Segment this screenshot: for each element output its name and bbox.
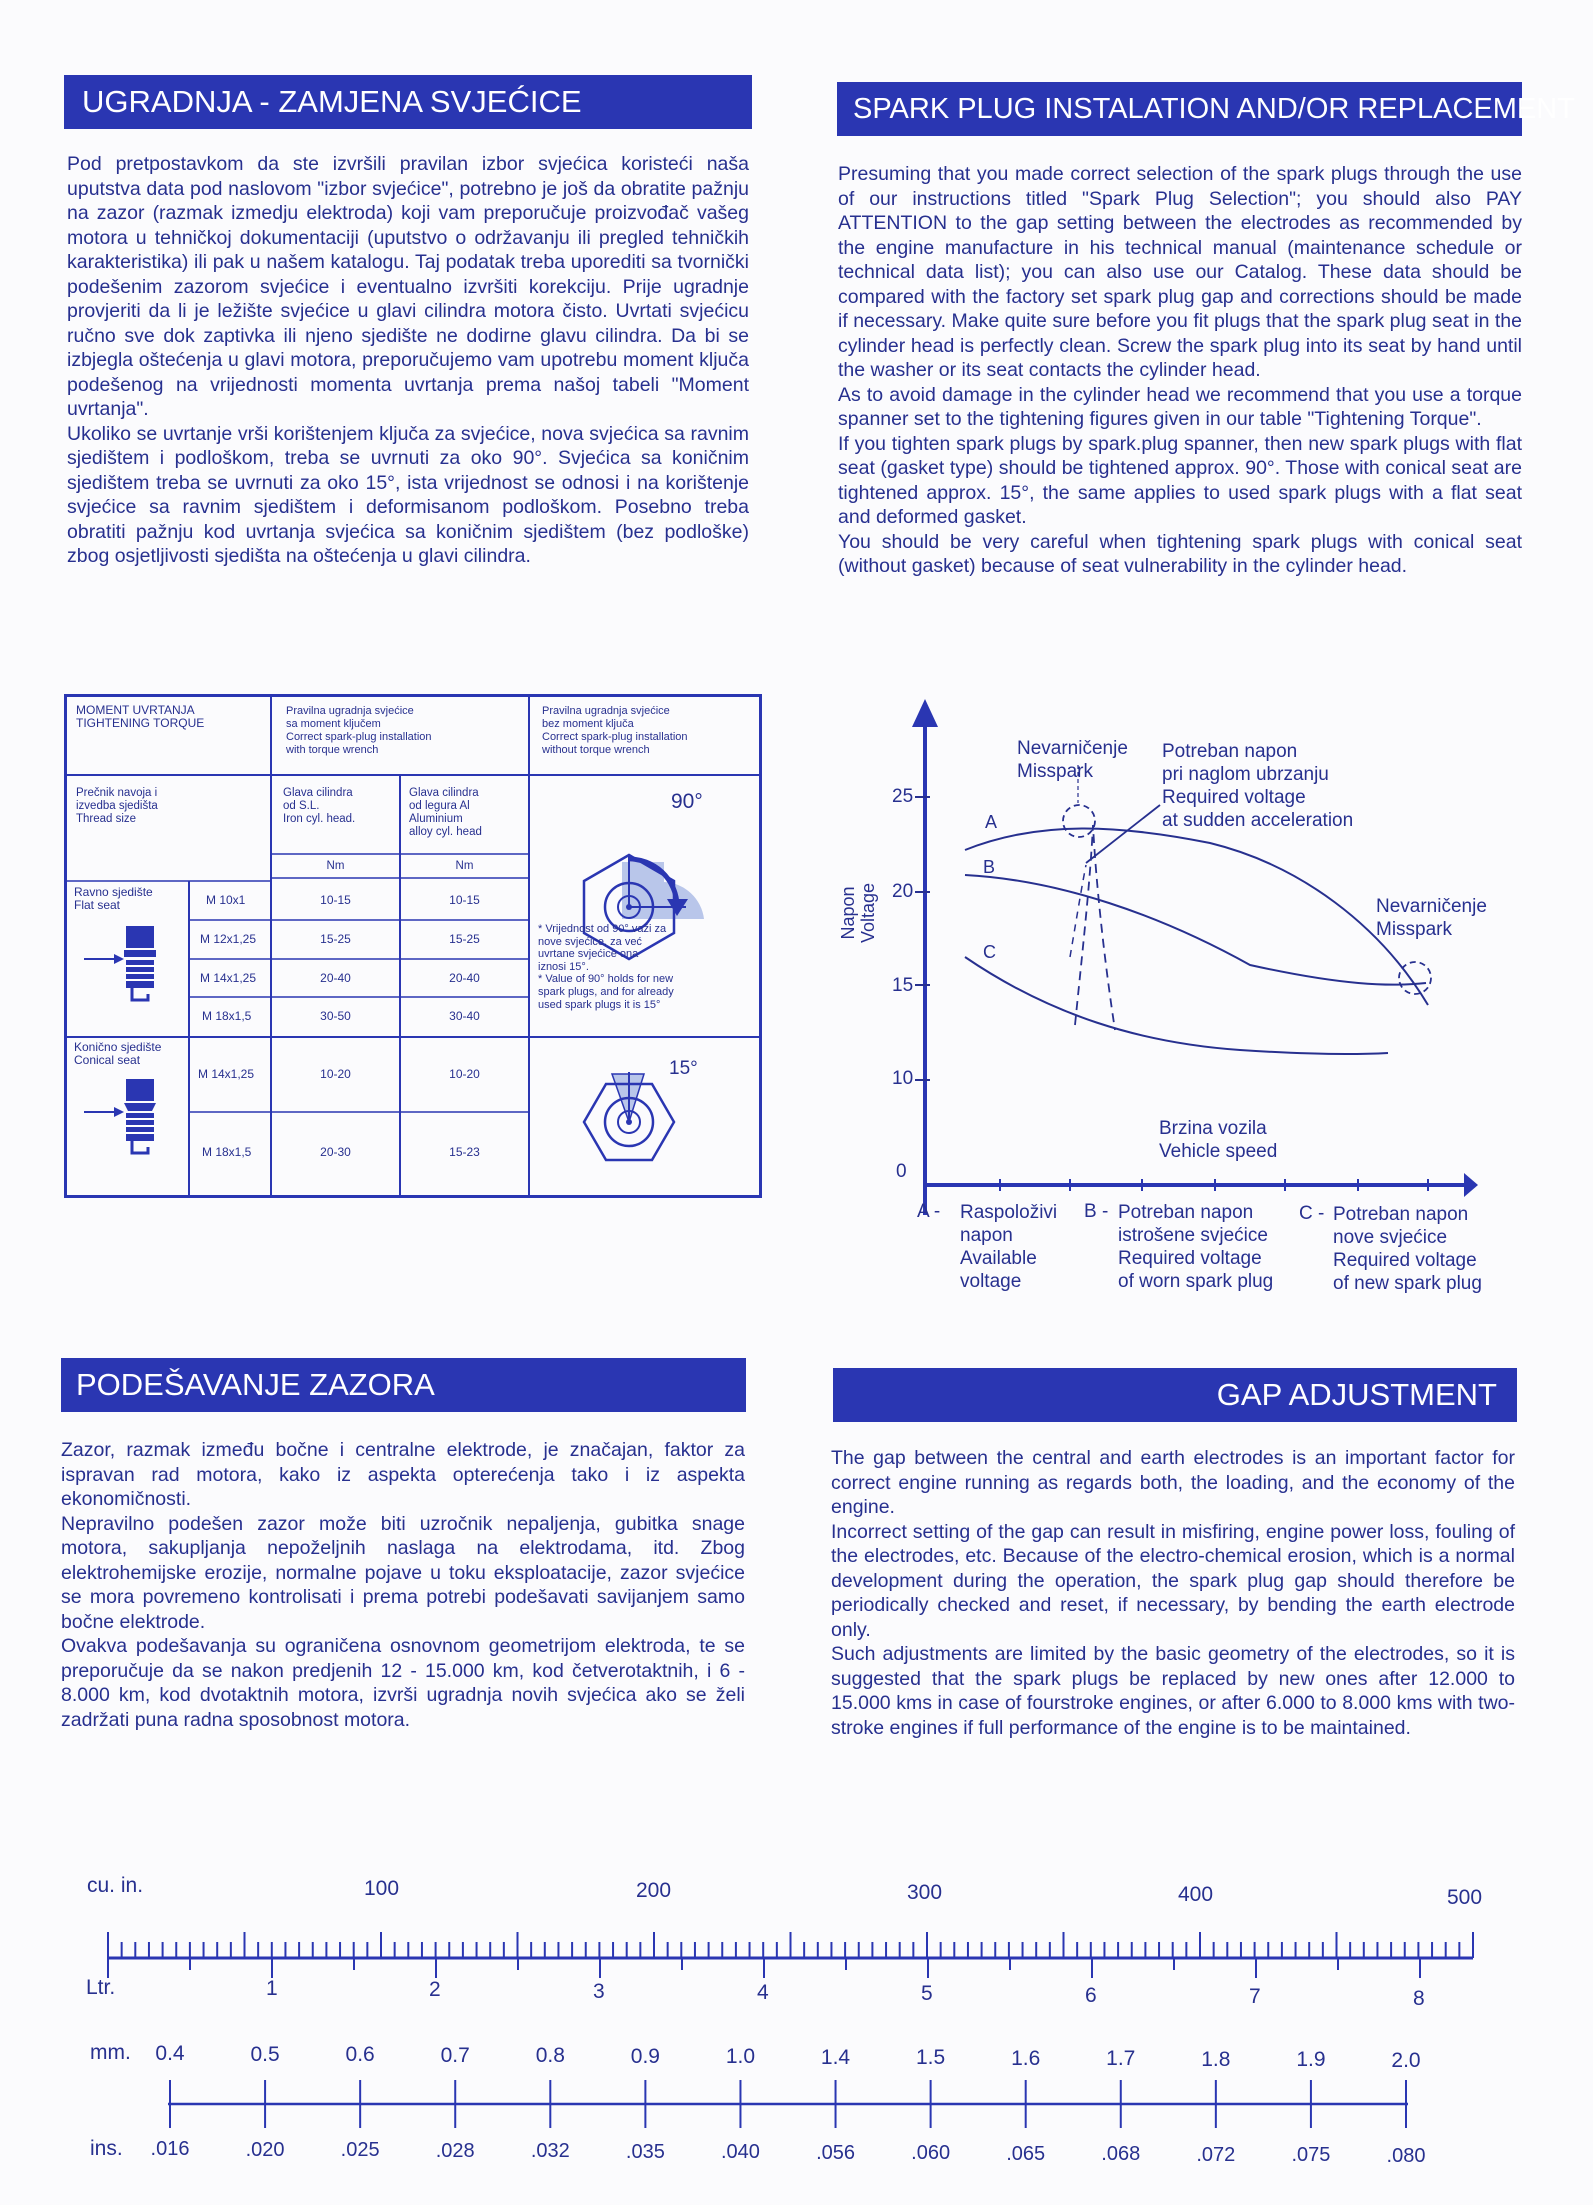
paragraph: If you tighten spark plugs by spark.plug spanner, then new spark plugs with flat seat (gasket type) should be tightened approx. 90°. Those with conical seat are tightened approx. 15°, the same applies to used spark plugs with a flat seat and deformed gasket. bbox=[838, 432, 1522, 528]
cubic-inch-label: 500 bbox=[1447, 1886, 1483, 1909]
unit-alu: Nm bbox=[455, 860, 474, 872]
rotation-15-hex-icon bbox=[584, 1072, 674, 1160]
title-banner-spark-plug-installation bbox=[837, 82, 1575, 136]
ruler-drawing bbox=[0, 2030, 1593, 2205]
mm-label: 1.8 bbox=[1201, 2047, 1231, 2071]
paragraph: Nepravilno podešen zazor može biti uzročnik nepaljenja, gubitka snage motora, sakupljanja nepoželjnih naslaga na elektrodama, itd. Zbog elektrohemijske erozije, normalne pojave u toku eksploatacije, zazor svjećice se mora povremeno kontrolisati i prema potrebi podešavati savijanjem samo bočne elektrode. bbox=[61, 1512, 745, 1633]
legend-key-c: C - bbox=[1299, 1203, 1325, 1224]
torque-iron: 15-25 bbox=[320, 932, 351, 946]
mm-label: 1.0 bbox=[725, 2045, 756, 2068]
thread-size: M 18x1,5 bbox=[202, 1009, 252, 1023]
litre-label: 5 bbox=[921, 1982, 933, 2005]
inch-label: .080 bbox=[1386, 2144, 1426, 2167]
required-voltage-pointer bbox=[1086, 805, 1160, 863]
left-gap-text bbox=[61, 1438, 745, 1732]
alu-head-label: Glava cilindra od legura Al Aluminium alloy cyl. head bbox=[409, 787, 482, 838]
mm-label: 0.8 bbox=[535, 2044, 565, 2067]
torque-iron: 10-20 bbox=[320, 1067, 351, 1081]
title-banner-gap-adjustment bbox=[833, 1368, 1517, 1422]
inch-label: .068 bbox=[1101, 2143, 1141, 2165]
paragraph: Presuming that you made correct selection of the spark plugs through the use of our instructions titled "Spark Plug Selection"; you should also PAY ATTENTION to the gap setting between the electrodes as recommended by the engine manufacture in his technical manual (maintenance schedule or technical data list); you can also use our Catalog. These data should be compared with the factory set spark plug gap and corrections should be made if necessary. Make quite sure before you fit plugs that the spark plug seat in the cylinder head is perfectly clean. Screw the spark plug into its seat by hand until the washer or its seat contacts the cylinder head. bbox=[838, 163, 1522, 381]
x-axis-arrow-icon bbox=[1464, 1173, 1478, 1197]
conical-seat-plug-icon bbox=[84, 1079, 156, 1153]
curve-a bbox=[965, 828, 1428, 1005]
angle-label-15: 15° bbox=[669, 1058, 698, 1079]
y-tick-label: 25 bbox=[892, 786, 914, 807]
y-tick-label: 10 bbox=[892, 1068, 914, 1089]
y-axis-label bbox=[838, 863, 878, 963]
iron-head-label: Glava cilindra od S.L. Iron cyl. head. bbox=[283, 787, 356, 825]
torque-alu: 10-20 bbox=[449, 1067, 480, 1081]
title-banner-ugradnja bbox=[64, 75, 752, 129]
table-title: MOMENT UVRTANJA TIGHTENING TORQUE bbox=[76, 703, 205, 730]
paragraph: Zazor, razmak između bočne i centralne elektrode, je značajan, faktor za ispravan rad motora, kako iz aspekta opterećenja tako i iz aspekta ekonomičnosti. bbox=[61, 1439, 745, 1510]
thread-size: M 12x1,25 bbox=[200, 932, 257, 946]
paragraph: Ovakva podešavanja su ograničena osnovnom geometrijom elektroda, te se preporučuje da se nakon predjenih 12 - 15.000 km, kod četverotaktnih, i 6 - 8.000 km, kod dvotaktnih motora, izvrši ugradnja novih svjećica ako se želi zadržati puna radna sposobnost motora. bbox=[61, 1635, 745, 1731]
mm-label: 1.4 bbox=[820, 2045, 851, 2069]
curve-label-a: A bbox=[985, 812, 998, 832]
section-title: UGRADNJA - ZAMJENA SVJEĆICE bbox=[82, 84, 582, 119]
x-axis-label-line: Brzina vozila bbox=[1159, 1118, 1267, 1139]
inch-unit: ins. bbox=[90, 2137, 123, 2160]
paragraph: Pod pretpostavkom da ste izvršili pravilan izbor svjećica koristeći naša uputstva data pod naslovom "izbor svjećice", potrebno je još da obratite pažnju na zazor (razmak izmedju elektroda) koji vam preporučuje proizvođač vašeg motora u tehničkoj dokumentaciji (uputstvo o održavanju ili pregled tehničkih karakteristika) ili pak u našem katalogu. Taj podatak treba uporediti sa tvornički podešenim zazorom svjećice i eventualno izvršiti korekciju. Prije ugradnje provjeriti da li je ležište svjećice u glavi cilindra motora čisto. Uvrtati svjećicu ručno sve dok zaptivka ili njeno sjedište ne dodirne glavu cilindra. Da bi se izbjegla oštećenja u glavi motora, preporučujemo vam upotrebu moment ključa podešenog na vrijednosti momenta uvrtanja prema našoj tabeli "Moment uvrtanja". bbox=[67, 153, 749, 420]
inch-label: .016 bbox=[150, 2138, 190, 2160]
torque-alu: 10-15 bbox=[449, 893, 480, 907]
y-axis-label-line: Voltage bbox=[858, 882, 878, 944]
mm-label: 1.5 bbox=[916, 2046, 946, 2069]
x-axis-label-line: Vehicle speed bbox=[1159, 1141, 1278, 1162]
torque-alu: 15-25 bbox=[449, 932, 480, 946]
y-axis-arrow-icon bbox=[912, 699, 938, 727]
misspark-label-1: Nevarničenje Misspark bbox=[1017, 738, 1128, 782]
litre-label: 1 bbox=[266, 1977, 278, 2000]
inch-label: .065 bbox=[1006, 2142, 1046, 2165]
litre-label: 7 bbox=[1249, 1985, 1261, 2008]
required-voltage-label: Potreban napon pri naglom ubrzanju Required voltage at sudden acceleration bbox=[1162, 741, 1354, 831]
misspark-circle-1 bbox=[1063, 805, 1095, 837]
paragraph: Incorrect setting of the gap can result in misfiring, engine power loss, fouling of the electrodes, etc. Because of the electro-chemical erosion, which is a normal development during the operation, the spark plug gap should therefore be periodically checked and reset, if necessary, by bending the earth electrode only. bbox=[831, 1520, 1515, 1641]
legend-key-b: B - bbox=[1084, 1201, 1109, 1222]
mm-label: 0.9 bbox=[630, 2044, 660, 2068]
mm-label: 1.9 bbox=[1296, 2048, 1326, 2071]
left-install-text bbox=[67, 152, 749, 569]
x-axis-label bbox=[1159, 1117, 1277, 1163]
ruler-drawing bbox=[0, 1860, 1593, 2020]
right-gap-text bbox=[831, 1446, 1515, 1740]
mm-label: 0.4 bbox=[155, 2042, 185, 2065]
tightening-torque-table bbox=[64, 694, 762, 1198]
inch-label: .040 bbox=[720, 2141, 760, 2163]
inch-label: .072 bbox=[1196, 2143, 1236, 2166]
thread-size-label: Prečnik navoja i izvedba sjedišta Thread size bbox=[76, 787, 158, 825]
inch-label: .056 bbox=[816, 2141, 855, 2164]
paragraph: The gap between the central and earth electrodes is an important factor for correct engine running as regards both, the loading, and the economy of the engine. bbox=[831, 1447, 1515, 1518]
cubic-inch-unit: cu. in. bbox=[87, 1874, 144, 1897]
y-tick-label: 20 bbox=[892, 881, 914, 902]
legend-b: Potreban napon istrošene svjećice Required voltage of worn spark plug bbox=[1118, 1202, 1274, 1292]
cubic-inch-label: 300 bbox=[907, 1881, 943, 1904]
paragraph: You should be very careful when tightening spark plugs with conical seat (without gasket) because of seat vulnerability in the cylinder head. bbox=[838, 530, 1522, 577]
torque-alu: 20-40 bbox=[449, 971, 480, 985]
inch-label: .020 bbox=[245, 2138, 285, 2161]
mm-label: 0.7 bbox=[440, 2043, 470, 2067]
torque-iron: 30-50 bbox=[320, 1009, 351, 1023]
torque-iron: 20-30 bbox=[320, 1145, 351, 1159]
mm-label: 2.0 bbox=[1391, 2048, 1421, 2072]
litre-label: 8 bbox=[1413, 1987, 1425, 2010]
torque-alu: 30-40 bbox=[449, 1009, 480, 1023]
section-title: PODEŠAVANJE ZAZORA bbox=[76, 1367, 435, 1402]
y-axis-label-line: Napon bbox=[838, 886, 858, 940]
displacement-ruler bbox=[0, 1860, 1593, 2020]
legend-key-a: A - bbox=[917, 1201, 941, 1222]
inch-label: .032 bbox=[530, 2140, 570, 2162]
inch-label: .025 bbox=[340, 2139, 380, 2161]
thread-size: M 18x1,5 bbox=[202, 1145, 252, 1159]
cubic-inch-label: 100 bbox=[364, 1877, 400, 1900]
mm-label: 1.7 bbox=[1106, 2047, 1136, 2070]
litre-label: 3 bbox=[593, 1980, 605, 2003]
torque-alu: 15-23 bbox=[449, 1145, 480, 1159]
curve-label-c: C bbox=[983, 942, 996, 962]
cubic-inch-label: 400 bbox=[1178, 1883, 1214, 1906]
gap-ruler bbox=[0, 2030, 1593, 2205]
title-banner-podesavanje-zazora bbox=[61, 1358, 746, 1412]
y-tick-label: 0 bbox=[896, 1161, 907, 1182]
unit-iron: Nm bbox=[326, 860, 345, 872]
section-title: GAP ADJUSTMENT bbox=[1216, 1377, 1497, 1412]
curve-b bbox=[965, 875, 1426, 985]
legend-a: Raspoloživi napon Available voltage bbox=[960, 1202, 1058, 1292]
flat-seat-plug-icon bbox=[84, 926, 156, 1000]
mm-label: 0.5 bbox=[250, 2042, 280, 2066]
y-tick-label: 15 bbox=[892, 975, 914, 996]
paragraph: Ukoliko se uvrtanje vrši korištenjem ključa za svjećice, nova svjećica sa ravnim sjedištem i podloškom, treba se uvrnuti za oko 90°. Svjećica sa koničnim sjedištem treba se uvrnuti za oko 15°, ista vrijednost se odnosi i na korištenje svjećice sa ravnim sjedištem i deformisanom podloškom. Posebno treba obratiti pažnju kod uvrtanja svjećica sa koničnim sjedištem (bez podloške) zbog osjetljivosti sjedišta na oštećenja u glavi cilindra. bbox=[67, 422, 749, 567]
angle-label-90: 90° bbox=[671, 790, 703, 813]
flat-seat-label: Ravno sjedište Flat seat bbox=[74, 885, 153, 912]
right-install-text bbox=[838, 162, 1522, 579]
curve-label-b: B bbox=[983, 857, 996, 877]
misspark-label-2: Nevarničenje Misspark bbox=[1376, 896, 1487, 940]
litre-label: 4 bbox=[757, 1981, 769, 2004]
litre-label: 2 bbox=[429, 1978, 441, 2001]
thread-size: M 14x1,25 bbox=[200, 971, 257, 985]
litre-unit: Ltr. bbox=[86, 1976, 116, 1999]
mm-label: 0.6 bbox=[345, 2043, 375, 2066]
thread-size: M 10x1 bbox=[206, 893, 246, 907]
curve-c bbox=[965, 957, 1388, 1054]
header-with-wrench: Pravilna ugradnja svjećice sa moment ključem Correct spark-plug installation with torque wrench bbox=[286, 705, 432, 756]
paragraph: As to avoid damage in the cylinder head we recommend that you use a torque spanner set to the tightening figures given in our table "Tightening Torque". bbox=[838, 383, 1522, 430]
thread-size: M 14x1,25 bbox=[198, 1067, 255, 1081]
y-ticks bbox=[915, 797, 930, 1080]
inch-label: .060 bbox=[911, 2142, 951, 2164]
paragraph: Such adjustments are limited by the basic geometry of the electrodes, so it is suggested that the spark plugs be replaced by new ones after 12.000 to 15.000 kms in case of fourstroke engines, or after 6.000 to 8.000 kms with two-stroke engines if full performance of the engine is to be maintained. bbox=[831, 1643, 1515, 1739]
inch-label: .028 bbox=[435, 2139, 475, 2162]
litre-label: 6 bbox=[1085, 1984, 1097, 2007]
inch-label: .035 bbox=[625, 2140, 665, 2163]
header-without-wrench: Pravilna ugradnja svjećice bez moment ključa Correct spark-plug installation without torque wrench bbox=[542, 705, 688, 756]
torque-iron: 10-15 bbox=[320, 893, 351, 907]
section-title: SPARK PLUG INSTALATION AND/OR REPLACEMENT bbox=[853, 93, 1575, 125]
mm-label: 1.6 bbox=[1011, 2046, 1041, 2070]
torque-iron: 20-40 bbox=[320, 971, 351, 985]
legend-c: Potreban napon nove svjećice Required voltage of new spark plug bbox=[1333, 1204, 1482, 1294]
misspark-circle-2 bbox=[1399, 962, 1431, 994]
rotation-note: * Vrijednost od 90° važi za nove svjećice, za već uvrtane svjećice ona iznosi 15°. * Value of 90° holds for new spark plugs, and for already used spark plugs it is 15° bbox=[538, 923, 674, 1011]
mm-unit: mm. bbox=[90, 2041, 131, 2064]
conical-seat-label: Konično sjedište Conical seat bbox=[74, 1040, 162, 1067]
inch-label: .075 bbox=[1291, 2144, 1331, 2166]
voltage-vs-speed-diagram bbox=[820, 695, 1500, 1305]
cubic-inch-label: 200 bbox=[636, 1879, 672, 1902]
